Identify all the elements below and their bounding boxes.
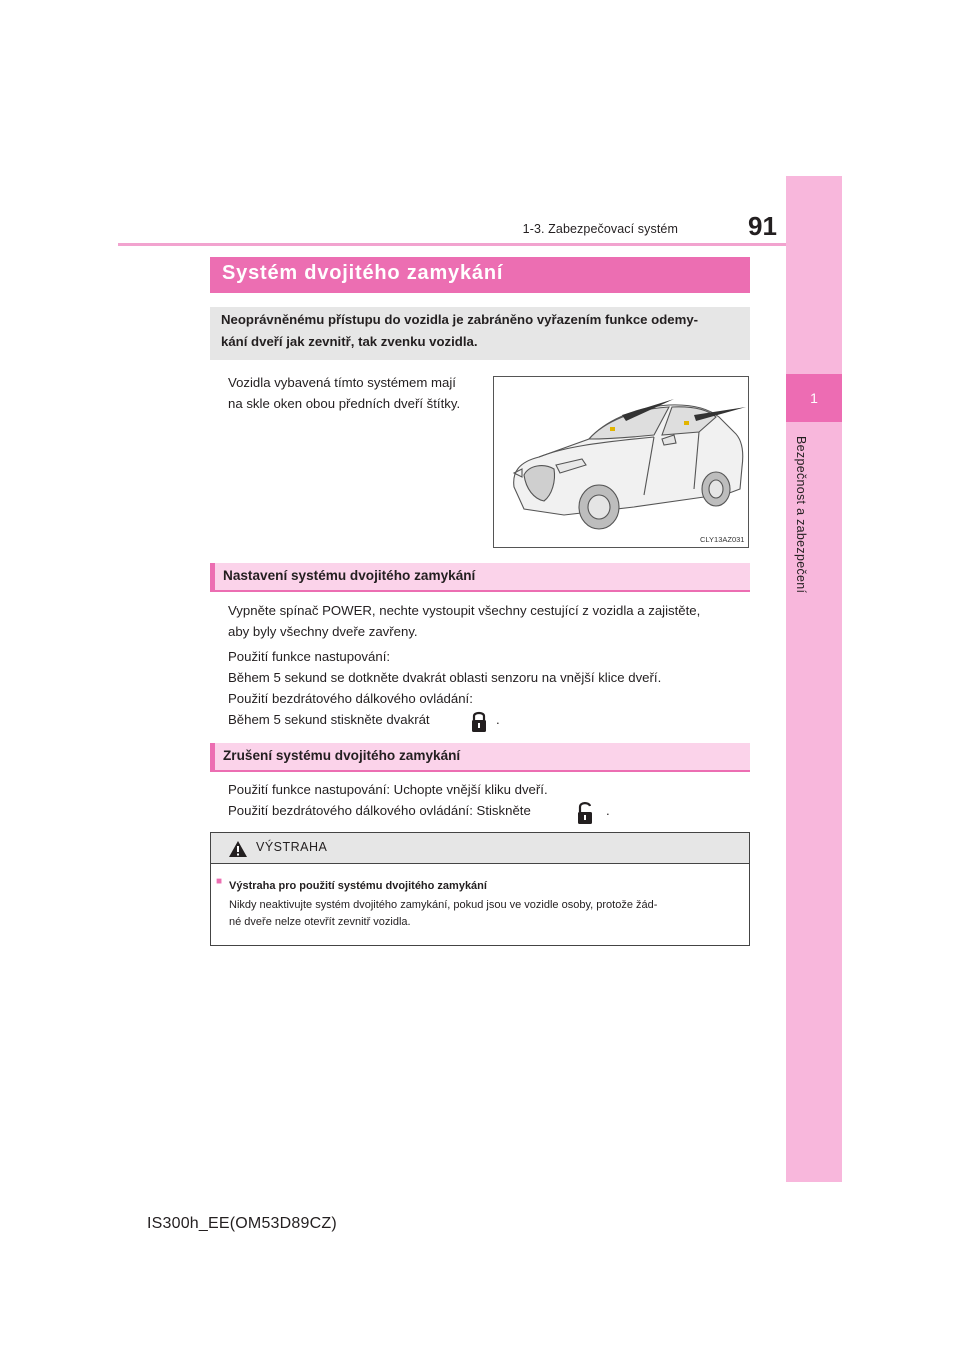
intro-line: kání dveří jak zevnitř, tak zvenku vozidla. <box>221 334 478 349</box>
warning-bullet: ■ <box>216 876 223 887</box>
side-tab <box>786 176 842 1182</box>
warning-triangle-icon <box>228 840 248 858</box>
body-punctuation: . <box>606 803 610 818</box>
section-heading: Zrušení systému dvojitého zamykání <box>223 748 461 763</box>
warning-title: VÝSTRAHA <box>256 840 328 854</box>
body-line: Během 5 sekund se dotkněte dvakrát oblasti senzoru na vnější klice dveří. <box>228 670 662 685</box>
car-illustration <box>493 376 749 548</box>
page-title: Systém dvojitého zamykání <box>222 262 504 284</box>
body-punctuation: . <box>496 712 500 727</box>
image-code: CLY13AZ031 <box>700 535 745 544</box>
description-line: na skle oken obou předních dveří štítky. <box>228 396 461 411</box>
footer-code: IS300h_EE(OM53D89CZ) <box>147 1215 337 1232</box>
body-line: Během 5 sekund stiskněte dvakrát <box>228 712 430 727</box>
intro-line: Neoprávněnému přístupu do vozidla je zabráněno vyřazením funkce odemy- <box>221 312 699 327</box>
page-number: 91 <box>748 211 777 241</box>
chapter-number: 1 <box>786 374 842 422</box>
warning-text-line: Nikdy neaktivujte systém dvojitého zamykání, pokud jsou ve vozidle osoby, protože žád- <box>229 899 658 911</box>
body-line: Použití bezdrátového dálkového ovládání: Stiskněte <box>228 803 531 818</box>
lock-icon <box>470 709 488 733</box>
chapter-title: Bezpečnost a zabezpečení <box>794 436 808 594</box>
section-heading: Nastavení systému dvojitého zamykání <box>223 568 476 583</box>
body-line: aby byly všechny dveře zavřeny. <box>228 624 418 639</box>
description-line: Vozidla vybavená tímto systémem mají <box>228 375 456 390</box>
unlock-icon <box>576 800 594 825</box>
header-rule <box>118 243 786 246</box>
body-line: Použití bezdrátového dálkového ovládání: <box>228 691 473 706</box>
body-line: Vypněte spínač POWER, nechte vystoupit všechny cestující z vozidla a zajistěte, <box>228 603 701 618</box>
warning-item-title: Výstraha pro použití systému dvojitého zamykání <box>229 880 487 892</box>
body-line: Použití funkce nastupování: Uchopte vnější kliku dveří. <box>228 782 548 797</box>
section-marker <box>210 563 215 592</box>
header-section-title: 1-3. Zabezpečovací systém <box>522 222 678 236</box>
car-drawing <box>494 377 748 547</box>
section-marker <box>210 743 215 772</box>
body-line: Použití funkce nastupování: <box>228 649 391 664</box>
warning-text-line: né dveře nelze otevřít zevnitř vozidla. <box>229 916 411 928</box>
